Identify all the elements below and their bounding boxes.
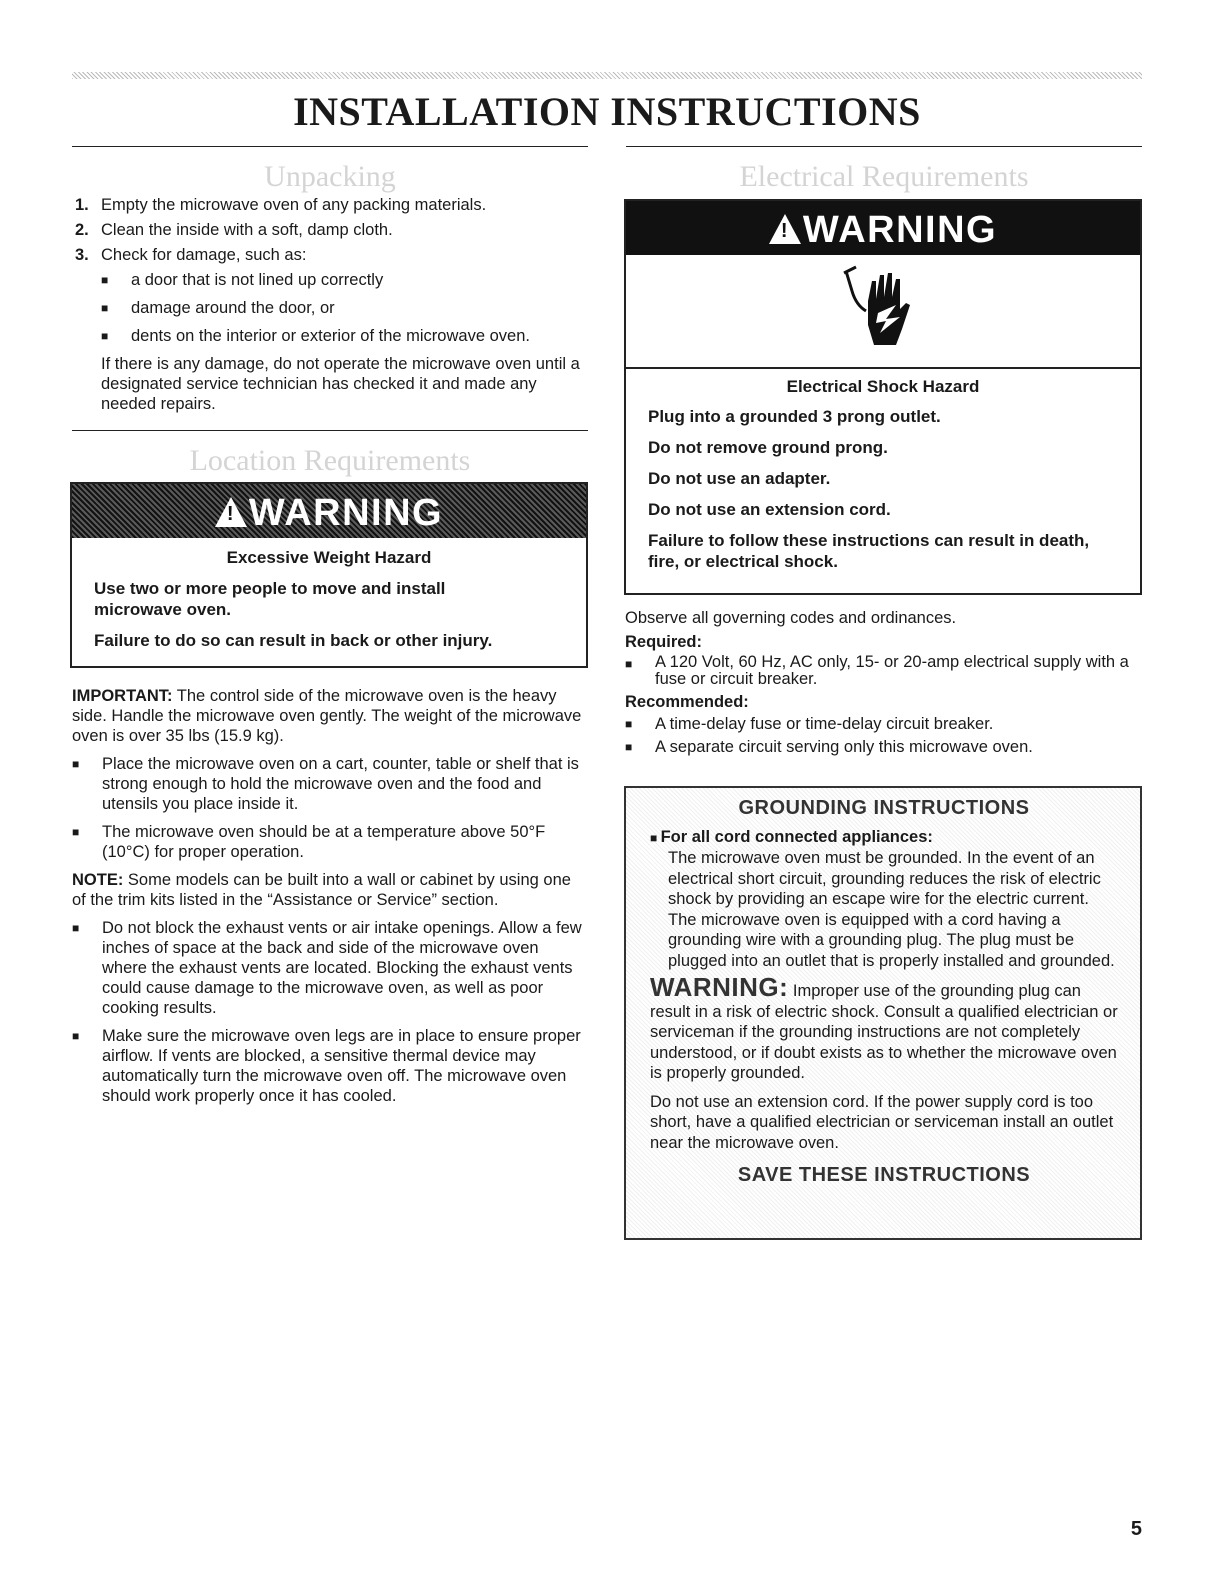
- unpacking-section: [75, 195, 585, 414]
- bullet-text: A time-delay fuse or time-delay circuit breaker.: [655, 715, 994, 733]
- bullet-text: dents on the interior or exterior of the microwave oven.: [131, 327, 530, 345]
- placement-list: [72, 754, 588, 862]
- list-item: [72, 754, 588, 814]
- bullet-text: The microwave oven should be at a temperature above 50°F (10°C) for proper operation.: [102, 823, 546, 861]
- note-label: NOTE:: [72, 871, 124, 889]
- step-number: 2.: [75, 221, 89, 239]
- step-number: 1.: [75, 196, 89, 214]
- list-item: [101, 270, 585, 290]
- list-item: [72, 822, 588, 862]
- warning-label: WARNING: [802, 209, 998, 251]
- recommended-list: [625, 714, 1141, 757]
- step-number: 3.: [75, 246, 89, 264]
- bullet-text: Do not block the exhaust vents or air intake openings. Allow a few inches of space at the back and side of the microwave oven where the exhaust vents are located. Blocking the exhaust vents could cause damage to the microwave oven, as well as poor cooking results.: [102, 919, 582, 1017]
- step-text: Clean the inside with a soft, damp cloth.: [101, 221, 393, 239]
- list-item: [101, 326, 585, 346]
- list-item: [75, 245, 585, 265]
- square-bullet-icon: ■: [625, 717, 633, 731]
- warning-line: Failure to do so can result in back or other injury.: [94, 631, 493, 650]
- recommended-label: Recommended:: [625, 693, 749, 711]
- warning-banner: [72, 484, 586, 538]
- electrical-body: [625, 608, 1141, 765]
- square-bullet-icon: ■: [72, 1029, 80, 1043]
- bullet-text: Make sure the microwave oven legs are in place to ensure proper airflow. If vents are blocked, a sensitive thermal device may automatically turn the microwave oven off. The microwave oven should work properly once it has cooled.: [102, 1027, 581, 1105]
- weight-warning-box: [70, 482, 588, 668]
- warning-triangle-icon: [769, 214, 801, 244]
- hazard-title: Electrical Shock Hazard: [786, 377, 980, 396]
- page-title: INSTALLATION INSTRUCTIONS: [293, 89, 921, 134]
- warning-banner: [626, 201, 1140, 255]
- electrical-shock-hand-icon: [838, 261, 928, 361]
- warning-triangle-icon: [215, 497, 247, 527]
- list-item: [625, 737, 1141, 757]
- damage-note: If there is any damage, do not operate the microwave oven until a designated service technician has checked it and made any needed repairs.: [101, 355, 580, 413]
- top-decorative-band: [72, 72, 1142, 79]
- square-bullet-icon: ■: [101, 301, 109, 315]
- square-bullet-icon: ■: [625, 740, 633, 754]
- warning-line: Do not use an extension cord.: [648, 500, 891, 519]
- ventilation-list: [72, 918, 588, 1106]
- grounding-sub-label: For all cord connected appliances:: [660, 827, 933, 846]
- grounding-sub-text: The microwave oven must be grounded. In the event of an electrical short circuit, grounding reduces the risk of electric shock by providing an escape wire for the electric current. The microwave oven is equipped with a cord having a grounding wire with a grounding plug. The plug must be plugged into an outlet that is properly installed and grounded.: [668, 849, 1115, 970]
- bullet-text: A separate circuit serving only this microwave oven.: [655, 738, 1033, 756]
- important-label: IMPORTANT:: [72, 687, 173, 705]
- page-number: 5: [1130, 1518, 1142, 1540]
- list-item: [101, 298, 585, 318]
- electrical-heading: Electrical Requirements: [739, 160, 1029, 193]
- list-item: [625, 654, 1141, 688]
- bullet-text: a door that is not lined up correctly: [131, 271, 384, 289]
- divider: [72, 146, 588, 147]
- warning-line: Use two or more people to move and install microwave oven.: [94, 579, 446, 619]
- square-bullet-icon: ■: [650, 830, 661, 845]
- observe-text: Observe all governing codes and ordinances.: [625, 609, 957, 627]
- square-bullet-icon: ■: [101, 329, 109, 343]
- note-text: Some models can be built into a wall or cabinet by using one of the trim kits listed in the “Assistance or Service” section.: [72, 871, 571, 909]
- important-text: The control side of the microwave oven is the heavy side. Handle the microwave oven gently. The weight of the microwave oven is over 35 lbs (15.9 kg).: [72, 687, 582, 745]
- unpacking-steps: [75, 195, 585, 265]
- list-item: [625, 714, 1141, 734]
- list-item: [75, 195, 585, 215]
- extension-cord-text: Do not use an extension cord. If the power supply cord is too short, have a qualified electrician or serviceman install an outlet near the microwave oven.: [650, 1092, 1114, 1152]
- shock-warning-box: [624, 199, 1142, 595]
- grounding-warning-text: Improper use of the grounding plug can result in a risk of electric shock. Consult a qualified electrician or serviceman if the grounding instructions are not completely understood, or if doubt exists as to whether the microwave oven is properly grounded.: [650, 982, 1118, 1082]
- save-instructions: SAVE THESE INSTRUCTIONS: [737, 1164, 1031, 1186]
- square-bullet-icon: ■: [72, 825, 80, 839]
- divider: [72, 430, 588, 431]
- list-item: [72, 918, 588, 1018]
- warning-line: Plug into a grounded 3 prong outlet.: [648, 407, 941, 426]
- step-text: Check for damage, such as:: [101, 246, 307, 264]
- grounding-warning-label: WARNING:: [650, 972, 789, 1002]
- step-text: Empty the microwave oven of any packing materials.: [101, 196, 487, 214]
- location-body: [72, 686, 588, 1114]
- grounding-instructions-box: [624, 786, 1142, 1240]
- grounding-heading: GROUNDING INSTRUCTIONS: [738, 797, 1030, 819]
- warning-line: Failure to follow these instructions can result in death, fire, or electrical shock.: [648, 531, 1090, 571]
- square-bullet-icon: ■: [72, 757, 80, 771]
- square-bullet-icon: ■: [72, 921, 80, 935]
- square-bullet-icon: ■: [625, 657, 633, 671]
- list-item: [72, 1026, 588, 1106]
- unpacking-heading: Unpacking: [264, 160, 396, 193]
- bullet-text: Place the microwave oven on a cart, counter, table or shelf that is strong enough to hold the microwave oven and the food and utensils you place inside it.: [102, 755, 579, 813]
- square-bullet-icon: ■: [101, 273, 109, 287]
- warning-line: Do not remove ground prong.: [648, 438, 888, 457]
- damage-list: [101, 270, 585, 346]
- list-item: [75, 220, 585, 240]
- divider: [626, 146, 1142, 147]
- warning-line: Do not use an adapter.: [648, 469, 831, 488]
- location-heading: Location Requirements: [189, 444, 471, 477]
- shock-symbol-area: [626, 255, 1140, 369]
- required-list: [625, 654, 1141, 688]
- bullet-text: A 120 Volt, 60 Hz, AC only, 15- or 20-amp electrical supply with a fuse or circuit breaker.: [655, 653, 1129, 688]
- hazard-title: Excessive Weight Hazard: [226, 548, 432, 567]
- warning-label: WARNING: [248, 492, 444, 534]
- bullet-text: damage around the door, or: [131, 299, 335, 317]
- required-label: Required:: [625, 633, 703, 651]
